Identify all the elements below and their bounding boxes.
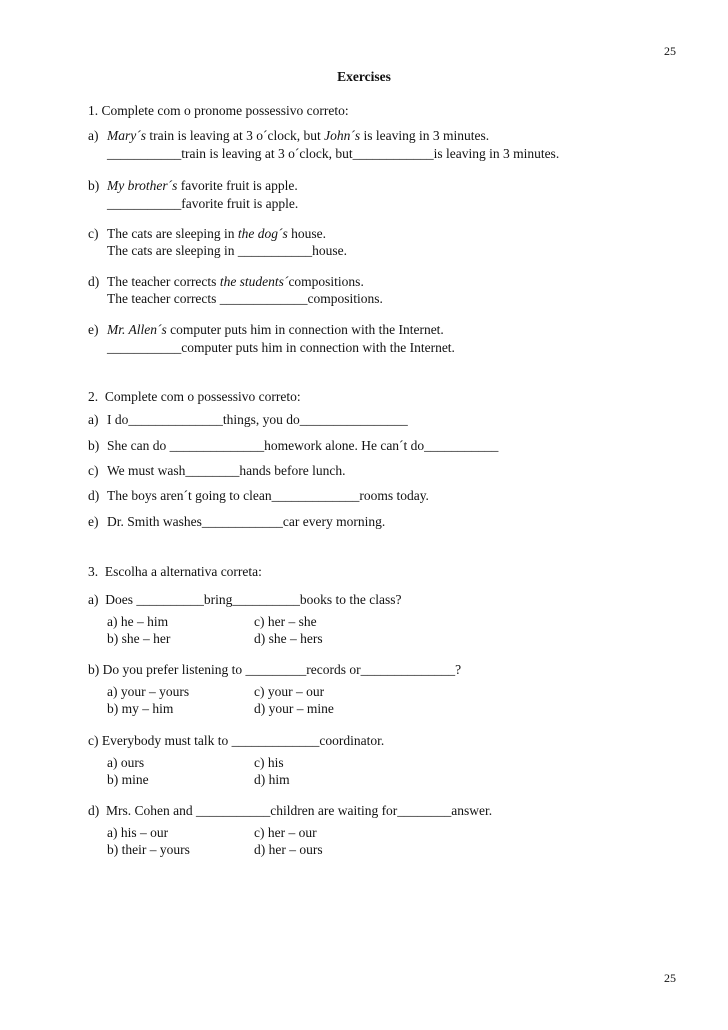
s1-item-e-blank: ___________computer puts him in connection with the Internet. [107,340,455,355]
possessive-phrase: Mr. Allen´s [107,322,167,337]
s1-item-c-text [107,226,326,242]
s2-item-b: She can do ______________homework alone. He can´t do___________ [107,438,499,453]
s1-item-a [88,128,99,144]
option-d: d) your – mine [254,701,334,716]
s2-item-b-letter: b) [88,438,100,453]
possessive-phrase: the students´ [219,274,289,289]
possessive-phrase: the dog´s [237,226,288,241]
s1-item-c-blank: The cats are sleeping in ___________house. [107,243,347,258]
option-d: d) her – ours [254,842,323,857]
s2-item-e: Dr. Smith washes____________car every morning. [107,514,386,529]
option-a: a) your – yours [107,684,190,699]
s1-item-b: b) [88,178,100,193]
s1-item-d-text [107,274,364,290]
s3-question-d: d) Mrs. Cohen and ___________children are waiting for________answer. [88,803,493,818]
sentence-part: is leaving in 3 minutes. [360,128,490,143]
section1-heading: 1. Complete com o pronome possessivo correto: [88,103,349,118]
s2-item-a: I do______________things, you do________________ [107,412,408,427]
sentence-part: computer puts him in connection with the Internet. [166,322,444,337]
s1-item-a-text [107,128,489,144]
option-d: d) him [254,772,290,787]
sentence-part: compositions. [288,274,364,289]
s1-item-c: c) [88,226,99,241]
option-c: c) your – our [254,684,325,699]
option-b: b) she – her [107,631,171,646]
s1-item-e: e) [88,322,99,337]
s2-item-c-letter: c) [88,463,99,478]
item-letter: a) [88,128,99,143]
sentence-part: house. [287,226,326,241]
option-a: a) he – him [107,614,169,629]
s1-item-a-blank: ___________train is leaving at 3 o´clock, but____________is leaving in 3 minutes. [107,146,560,161]
s3-question-b: b) Do you prefer listening to _________records or______________? [88,662,462,677]
possessive-phrase: My brother´s [107,178,178,193]
s2-item-a-letter: a) [88,412,99,427]
possessive-phrase: John´s [324,128,361,143]
page-number-top: 25 [664,44,676,58]
option-c: c) her – our [254,825,317,840]
option-c: c) his [254,755,284,770]
s2-item-e-letter: e) [88,514,99,529]
s2-item-c: We must wash________hands before lunch. [107,463,346,478]
s2-item-d: The boys aren´t going to clean_____________rooms today. [107,488,429,503]
sentence-part: favorite fruit is apple. [177,178,298,193]
s1-item-e-text [107,322,444,338]
page-number-bottom: 25 [664,971,676,985]
option-c: c) her – she [254,614,317,629]
option-a: a) his – our [107,825,169,840]
s1-item-b-blank: ___________favorite fruit is apple. [107,196,299,211]
sentence-part: The teacher corrects [107,274,220,289]
option-d: d) she – hers [254,631,323,646]
sentence-part: train is leaving at 3 o´clock, but [146,128,325,143]
option-a: a) ours [107,755,145,770]
s3-question-a: a) Does __________bring__________books to the class? [88,592,402,607]
section2-heading: 2. Complete com o possessivo correto: [88,389,301,404]
option-b: b) my – him [107,701,174,716]
s2-item-d-letter: d) [88,488,100,503]
page-title: Exercises [337,69,391,84]
option-b: b) their – yours [107,842,190,857]
section3-heading: 3. Escolha a alternativa correta: [88,564,262,579]
possessive-phrase: Mary´s [107,128,146,143]
sentence-part: The cats are sleeping in [107,226,238,241]
option-b: b) mine [107,772,149,787]
s1-item-d: d) [88,274,100,289]
s1-item-d-blank: The teacher corrects _____________compositions. [107,291,383,306]
s3-question-c: c) Everybody must talk to _____________coordinator. [88,733,385,748]
s1-item-b-text [107,178,298,194]
